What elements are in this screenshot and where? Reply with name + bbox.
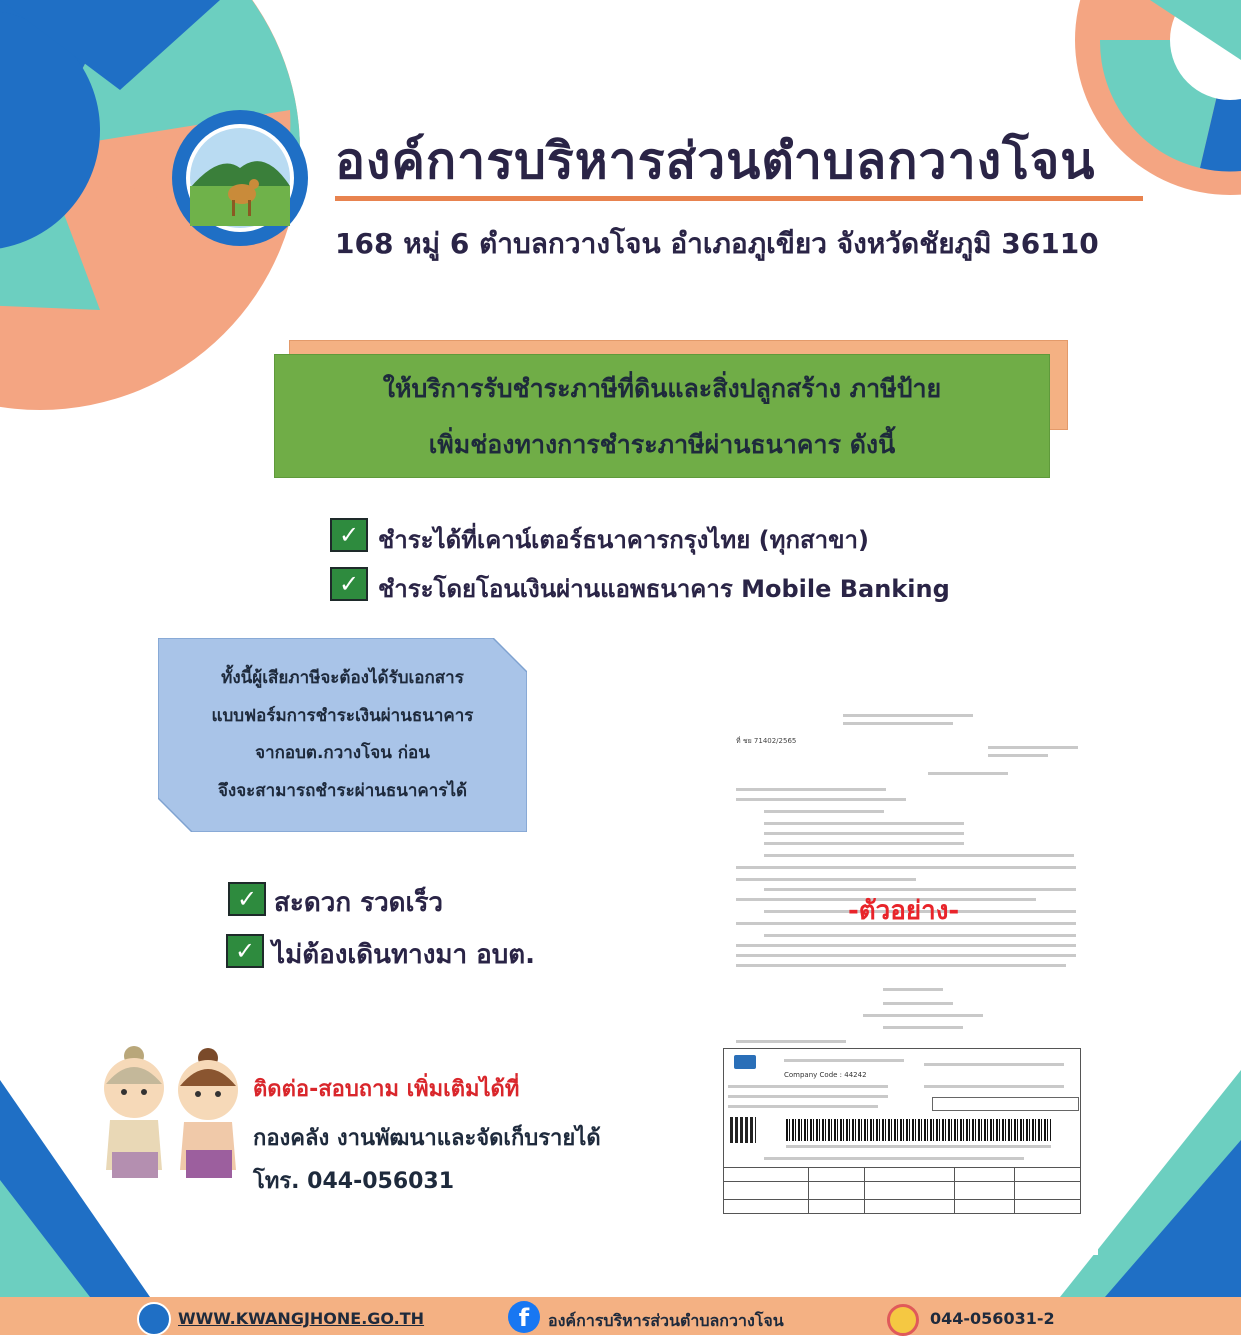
check-icon: ✓ bbox=[330, 567, 368, 601]
footer-website-link[interactable]: WWW.KWANGJHONE.GO.TH bbox=[178, 1309, 425, 1328]
benefit-label: สะดวก รวดเร็ว bbox=[274, 888, 444, 918]
channel-label: ชำระได้ที่เคาน์เตอร์ธนาคารกรุงไทย (ทุกสาขา) bbox=[378, 526, 869, 554]
sample-stamp: -ตัวอย่าง- bbox=[848, 896, 960, 926]
logo bbox=[170, 108, 310, 248]
notice-line: จึงจะสามารถชำระผ่านธนาคารได้ bbox=[217, 780, 468, 801]
channel-label: ชำระโดยโอนเงินผ่านแอพธนาคาร Mobile Banking bbox=[378, 575, 950, 603]
contact-heading: ติดต่อ-สอบถาม เพิ่มเติมได้ที่ bbox=[253, 1077, 520, 1102]
notice-line: ทั้งนี้ผู้เสียภาษีจะต้องได้รับเอกสาร bbox=[221, 668, 464, 688]
benefit-label: ไม่ต้องเดินทางมา อบต. bbox=[272, 940, 536, 970]
banner-line-2: เพิ่มช่องทางการชำระภาษีผ่านธนาคาร ดังนี้ bbox=[428, 430, 896, 459]
globe-icon bbox=[137, 1302, 171, 1336]
title-divider bbox=[335, 196, 1143, 201]
notice-text bbox=[158, 660, 527, 810]
bank-logo-icon bbox=[734, 1055, 756, 1069]
doc-number: ที่ ชย 71402/2565 bbox=[736, 737, 797, 745]
payment-slip bbox=[723, 1048, 1081, 1214]
notice-line: แบบฟอร์มการชำระเงินผ่านธนาคาร bbox=[211, 705, 474, 726]
footer-phone: 044-056031-2 bbox=[930, 1309, 1055, 1328]
banner-line-1: ให้บริการรับชำระภาษีที่ดินและสิ่งปลูกสร้าง ภาษีป้าย bbox=[382, 374, 942, 403]
notice-line: จากอบต.กวางโจน ก่อน bbox=[255, 743, 430, 763]
logo-emblem-icon bbox=[170, 108, 310, 248]
address: 168 หมู่ 6 ตำบลกวางโจน อำเภอภูเขียว จังหวัดชัยภูมิ 36110 bbox=[335, 227, 1099, 260]
facebook-icon: f bbox=[508, 1301, 540, 1333]
qr-code bbox=[730, 1117, 756, 1143]
phone-icon bbox=[887, 1304, 919, 1336]
barcode bbox=[786, 1119, 1051, 1141]
footer-facebook-link[interactable]: องค์การบริหารส่วนตำบลกวางโจน bbox=[548, 1311, 784, 1330]
page-title: องค์การบริหารส่วนตำบลกวางโจน bbox=[335, 132, 1096, 190]
check-icon: ✓ bbox=[226, 934, 264, 968]
sample-document bbox=[698, 690, 1098, 1255]
company-code: Company Code : 44242 bbox=[784, 1071, 867, 1079]
mascot-illustration bbox=[96, 1040, 246, 1190]
contact-department: กองคลัง งานพัฒนาและจัดเก็บรายได้ bbox=[253, 1126, 601, 1151]
check-icon: ✓ bbox=[228, 882, 266, 916]
check-icon: ✓ bbox=[330, 518, 368, 552]
service-banner bbox=[274, 354, 1050, 478]
contact-phone: โทร. 044-056031 bbox=[253, 1169, 455, 1194]
